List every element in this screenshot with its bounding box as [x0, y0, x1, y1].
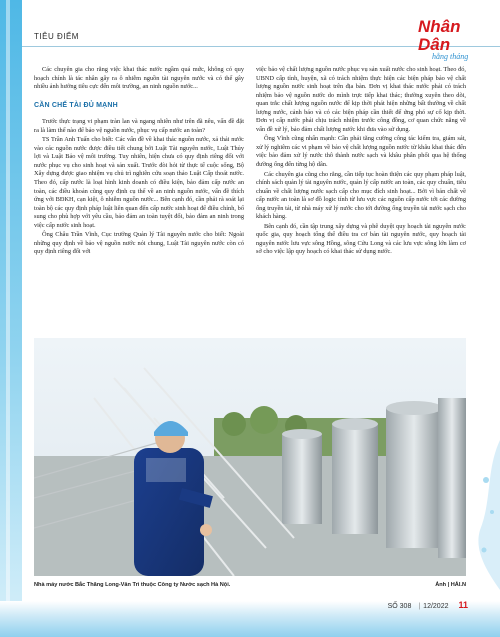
section-heading: CẦN CHẾ TÀI ĐỦ MẠNH — [34, 101, 118, 109]
article-paragraph: Trước thực trạng vi phạm tràn lan và ngang nhiên như trên đã nêu, vấn đề đặt ra là làm thế nào để bảo vệ nguồn nước, phục vụ cấp nước an toàn? — [34, 118, 244, 134]
article-paragraph: Các chuyên gia cho rằng việc khai thác nước ngầm quá mức, không có quy hoạch chính là tác nhân gây ra ô nhiễm nguồn tài nguyên nước và có thể gây nhiều ảnh hưởng tiêu cực đến môi trường, an ninh nguồn nước... — [34, 66, 244, 91]
article-paragraph: việc bảo vệ chất lượng nguồn nước phục vụ sản xuất nước cho sinh hoạt. Theo đó, UBND cấp tỉnh, huyện, xã có trách nhiệm thực hiện các biện pháp bảo vệ chất lượng nguồn nước sinh hoạt trên địa bàn. Đơn vị khai thác nước phải có trách nhiệm bảo vệ nguồn nước do mình trực tiếp khai thác; thường xuyên theo dõi, quan trắc chất lượng nguồn nước để kịp thời phát hiện những bất thường về chất lượng nước, cảnh báo và có các biện pháp cần thiết để ứng phó sự cố kịp thời. Đơn vị cấp nước phải chịu trách nhiệm trước công đồng, cơ quan chức năng về vấn đề xử lý, bảo đảm chất lượng nước khi đưa vào sử dụng. — [256, 66, 466, 133]
article-paragraph: Các chuyên gia cũng cho rằng, cần tiếp tục hoàn thiện các quy phạm pháp luật, chính sách quản lý tài nguyên nước, quản lý cấp nước an toàn, các quy chuẩn, tiêu chuẩn về chất lượng nước sạch cấp cho mục đích sinh hoạt... Bởi vì bản chất về cấp nước an toàn là sơ đồ logic tính từ lưu vực các nguồn cấp nước tới các đường ống truyền tải, từ nhà máy xử lý nước cho tới đường ống truyền tải nước sạch cho khách hàng. — [256, 170, 466, 221]
section-header: TIÊU ĐIỂM — [34, 32, 79, 41]
stripe-band — [6, 0, 10, 637]
left-decorative-stripe — [0, 0, 22, 637]
article-paragraph: Ông Châu Trần Vĩnh, Cục trưởng Quản lý Tài nguyên nước cho biết: Ngoài những quy định về bảo vệ nguồn nước nói chung, Luật Tài nguyên nước còn có quy định riêng đối với — [34, 231, 244, 256]
water-plant-photo — [34, 338, 466, 576]
issue-number: SỐ 308 — [387, 603, 412, 610]
newspaper-logo — [418, 17, 482, 61]
photo-illustration — [34, 338, 466, 576]
article-paragraph: Bên cạnh đó, cần tập trung xây dựng và phê duyệt quy hoạch tài nguyên nước quốc gia, quy hoạch tổng thể điều tra cơ bản tài nguyên nước, quy hoạch tài nguyên nước lưu vực sông Hồng, sông Cửu Long và các lưu vực sông lớn làm cơ sở cho việc lập quy hoạch có khai thác sử dụng nước. — [256, 222, 466, 256]
logo-brand: Nhân Dân — [418, 17, 461, 54]
page-info — [388, 600, 468, 610]
separator: | — [418, 603, 421, 610]
water-splash-decoration — [466, 440, 500, 590]
logo-subtitle: hằng tháng — [432, 52, 469, 61]
page-number: 11 — [458, 600, 468, 610]
article-paragraph: TS Trần Anh Tuấn cho biết: Các vấn đề về khai thác nguồn nước, xả thải nước vào các nguồn nước được điều tiết chung bởi Luật Tài nguyên nước, Luật Thủy lợi và Luật Bảo vệ môi trường. Tuy nhiên, hiện chưa có quy định riêng đối với nước phục vụ cho sinh hoạt và sản xuất. Trước đòi hỏi từ thực tế cuộc sống, Bộ Xây dựng được giao nhiệm vụ chủ trì nghiên cứu soạn thảo Luật Cấp thoát nước. Theo đó, cấp nước là loại hình kinh doanh có điều kiện, bảo đảm cấp nước an toàn, các điều khoản cũng quy định cụ thể về an ninh nguồn nước, vấn đề thích ứng với BĐKH, cạn kiệt, ô nhiễm nguồn nước... Bên cạnh đó, cần phải rà soát lại toàn bộ các quy định pháp luật liên quan đến cấp nước sinh hoạt để điều chỉnh, bổ sung cho phù hợp với yêu cầu, bảo đảm an toàn tuyệt đối, bảo đảm an ninh trong việc cấp nước sinh hoạt. — [34, 136, 244, 229]
article-column-right — [256, 66, 466, 258]
photo-caption: Nhà máy nước Bắc Thăng Long-Vân Trì thuộc Công ty Nước sạch Hà Nội. — [34, 582, 231, 588]
photo-credit: Ảnh | HẢI.N — [435, 582, 466, 588]
article-paragraph: Ông Vĩnh cũng nhấn mạnh: Cần phải tăng cường công tác kiểm tra, giám sát, xử lý nghiêm các vi phạm về bảo vệ chất lượng nguồn nước từ khâu khai thác đến việc bảo đảm xử lý nước thô thành nước sạch và khâu phân phối qua hệ thống đường ống đến từng hộ dân. — [256, 135, 466, 169]
issue-date: 12/2022 — [423, 603, 449, 610]
article-column-left — [34, 66, 244, 258]
